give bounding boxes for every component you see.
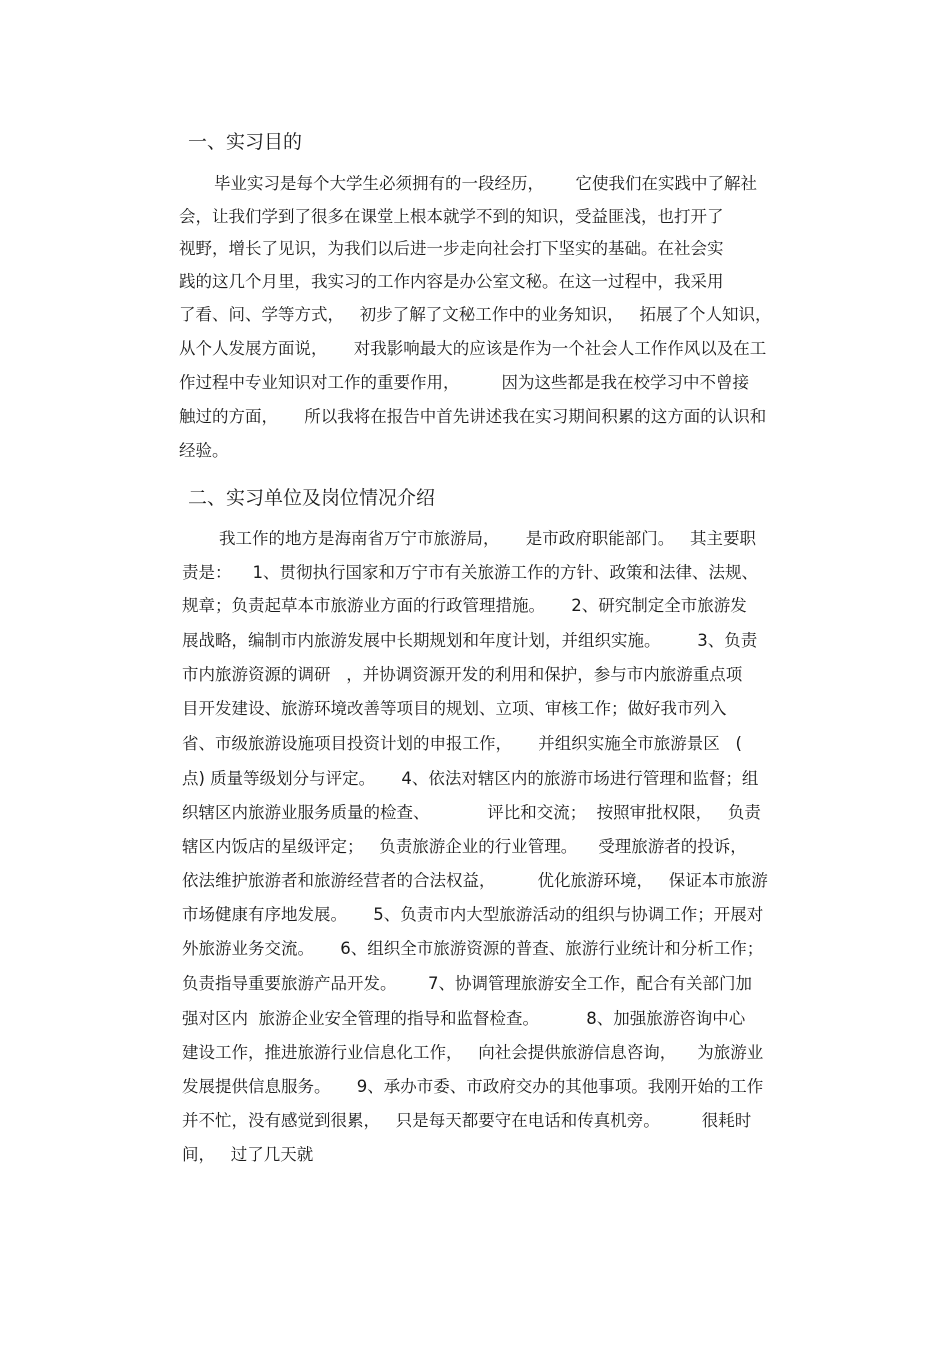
- paragraph-line: 外旅游业务交流。 6、组织全市旅游资源的普查、旅游行业统计和分析工作；: [182, 939, 764, 958]
- paragraph-line: 并不忙，没有感觉到很累， 只是每天都要守在电话和传真机旁。 很耗时: [182, 1111, 752, 1130]
- paragraph-line: 从个人发展方面说， 对我影响最大的应该是作为一个社会人工作作风以及在工: [179, 339, 767, 358]
- paragraph-line: 触过的方面， 所以我将在报告中首先讲述我在实习期间积累的这方面的认识和: [179, 407, 767, 426]
- paragraph-line: 建设工作，推进旅游行业信息化工作， 向社会提供旅游信息咨询， 为旅游业: [182, 1043, 764, 1062]
- paragraph-line: 展战略，编制市内旅游发展中长期规划和年度计划，并组织实施。 3、负责: [182, 631, 758, 650]
- paragraph-line: 依法维护旅游者和旅游经营者的合法权益， 优化旅游环境， 保证本市旅游: [182, 871, 768, 890]
- paragraph-line: 会，让我们学到了很多在课堂上根本就学不到的知识，受益匪浅，也打开了: [179, 207, 724, 226]
- paragraph-line: 负责指导重要旅游产品开发。 7、协调管理旅游安全工作，配合有关部门加: [182, 974, 752, 993]
- paragraph-line: 责是： 1、贯彻执行国家和万宁市有关旅游工作的方针、政策和法律、法规、: [182, 563, 758, 582]
- paragraph-line: 省、市级旅游设施项目投资计划的申报工作， 并组织实施全市旅游景区 (: [182, 734, 742, 753]
- section-heading-unit-and-position: 二、实习单位及岗位情况介绍: [188, 487, 436, 509]
- paragraph-line: 织辖区内旅游业服务质量的检查、 评比和交流； 按照审批权限， 负责: [182, 803, 761, 822]
- paragraph-line: 发展提供信息服务。 9、承办市委、市政府交办的其他事项。我刚开始的工作: [182, 1077, 764, 1096]
- section-heading-internship-purpose: 一、实习目的: [188, 131, 303, 153]
- paragraph-line: 践的这几个月里，我实习的工作内容是办公室文秘。在这一过程中，我采用: [179, 272, 724, 291]
- paragraph-line: 点) 质量等级划分与评定。 4、依法对辖区内的旅游市场进行管理和监督；组: [182, 769, 759, 788]
- paragraph-line: 间， 过了几天就: [182, 1145, 314, 1164]
- paragraph-line: 毕业实习是每个大学生必须拥有的一段经历， 它使我们在实践中了解社: [214, 174, 757, 193]
- paragraph-line: 市场健康有序地发展。 5、负责市内大型旅游活动的组织与协调工作；开展对: [182, 905, 764, 924]
- paragraph-line: 了看、问、学等方式， 初步了解了文秘工作中的业务知识， 拓展了个人知识，: [179, 305, 772, 324]
- paragraph-line: 目开发建设、旅游环境改善等项目的规划、立项、审核工作；做好我市列入: [182, 699, 727, 718]
- paragraph-line: 我工作的地方是海南省万宁市旅游局， 是市政府职能部门。 其主要职: [219, 529, 756, 548]
- paragraph-line: 作过程中专业知识对工作的重要作用， 因为这些都是我在校学习中不曾接: [179, 373, 749, 392]
- paragraph-line: 视野，增长了见识，为我们以后进一步走向社会打下坚实的基础。在社会实: [179, 239, 724, 258]
- paragraph-line: 经验。: [179, 441, 229, 460]
- paragraph-line: 市内旅游资源的调研 ，并协调资源开发的利用和保护，参与市内旅游重点项: [182, 665, 743, 684]
- paragraph-line: 强对区内 旅游企业安全管理的指导和监督检查。 8、加强旅游咨询中心: [182, 1009, 746, 1028]
- paragraph-line: 规章；负责起草本市旅游业方面的行政管理措施。 2、研究制定全市旅游发: [182, 596, 747, 615]
- paragraph-line: 辖区内饭店的星级评定； 负责旅游企业的行业管理。 受理旅游者的投诉，: [182, 837, 747, 856]
